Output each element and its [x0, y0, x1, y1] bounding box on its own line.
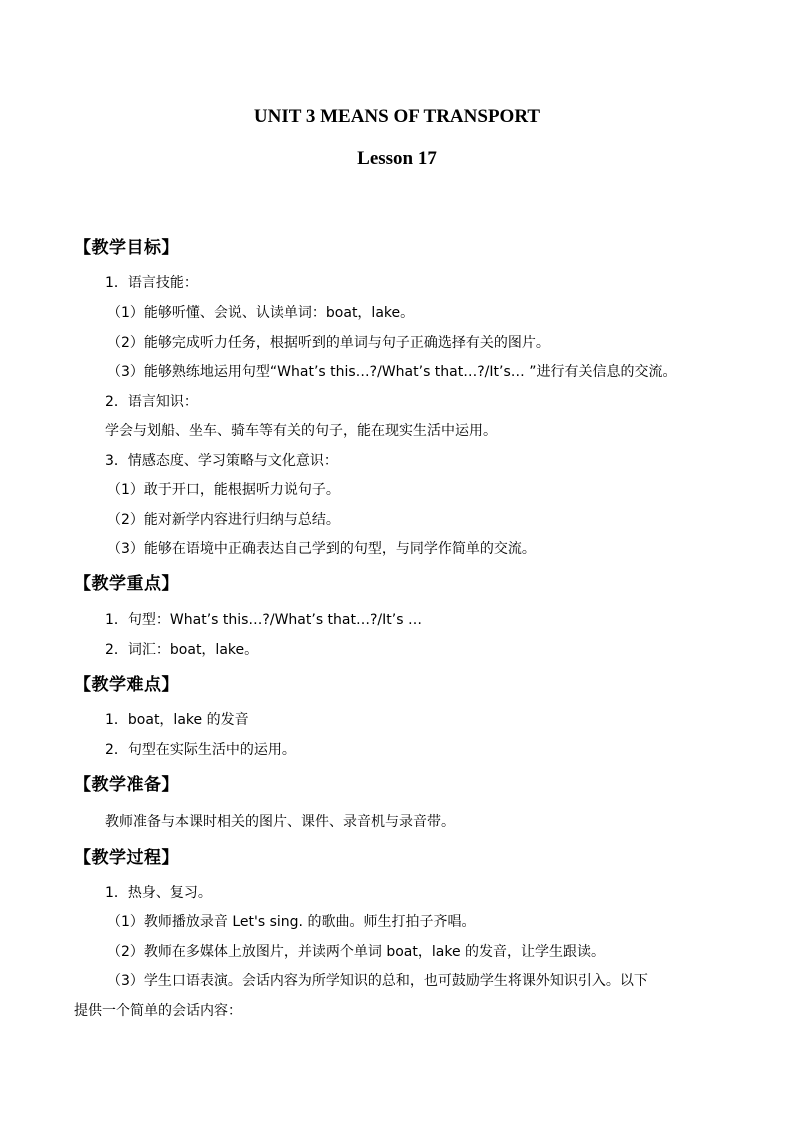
process-line: 提供一个简单的会话内容：	[74, 1003, 242, 1019]
objectives-line: （3）能够在语境中正确表达自己学到的句型，与同学作简单的交流。	[107, 541, 536, 557]
objectives-line: （3）能够熟练地运用句型“What’s this…?/What’s that…?/It’s… ”进行有关信息的交流。	[107, 364, 677, 380]
process-line: （3）学生口语表演。会话内容为所学知识的总和，也可鼓励学生将课外知识引入。以下	[107, 973, 648, 989]
process-line: 1．热身、复习。	[105, 885, 212, 901]
objectives-line: 1．语言技能：	[105, 275, 198, 291]
process-line: （2）教师在多媒体上放图片，并读两个单词 boat，lake 的发音，让学生跟读。	[107, 944, 606, 960]
objectives-line: （1）能够听懂、会说、认读单词：boat，lake。	[107, 305, 415, 321]
key-points-line: 1．句型：What’s this…?/What’s that…?/It’s …	[105, 612, 422, 628]
key-points-line: 2．词汇：boat，lake。	[105, 642, 259, 658]
section-heading-difficulties: 【教学难点】	[74, 675, 179, 695]
objectives-line: 3．情感态度、学习策略与文化意识：	[105, 453, 338, 469]
section-heading-key-points: 【教学重点】	[74, 574, 179, 594]
objectives-line: 2．语言知识：	[105, 394, 198, 410]
difficulties-line: 1．boat，lake 的发音	[105, 712, 249, 728]
objectives-line: （2）能够完成听力任务，根据听到的单词与句子正确选择有关的图片。	[107, 335, 550, 351]
objectives-line: （1）敢于开口，能根据听力说句子。	[107, 482, 340, 498]
objectives-line: （2）能对新学内容进行归纳与总结。	[107, 512, 340, 528]
process-line: （1）教师播放录音 Let's sing. 的歌曲。师生打拍子齐唱。	[107, 914, 476, 930]
preparation-line: 教师准备与本课时相关的图片、课件、录音机与录音带。	[105, 814, 455, 830]
section-heading-objectives: 【教学目标】	[74, 238, 179, 258]
objectives-line: 学会与划船、坐车、骑车等有关的句子，能在现实生活中运用。	[105, 423, 497, 439]
section-heading-process: 【教学过程】	[74, 848, 179, 868]
document-subtitle: Lesson 17	[357, 148, 437, 169]
difficulties-line: 2．句型在实际生活中的运用。	[105, 742, 296, 758]
document-title: UNIT 3 MEANS OF TRANSPORT	[253, 106, 541, 127]
section-heading-preparation: 【教学准备】	[74, 775, 179, 795]
